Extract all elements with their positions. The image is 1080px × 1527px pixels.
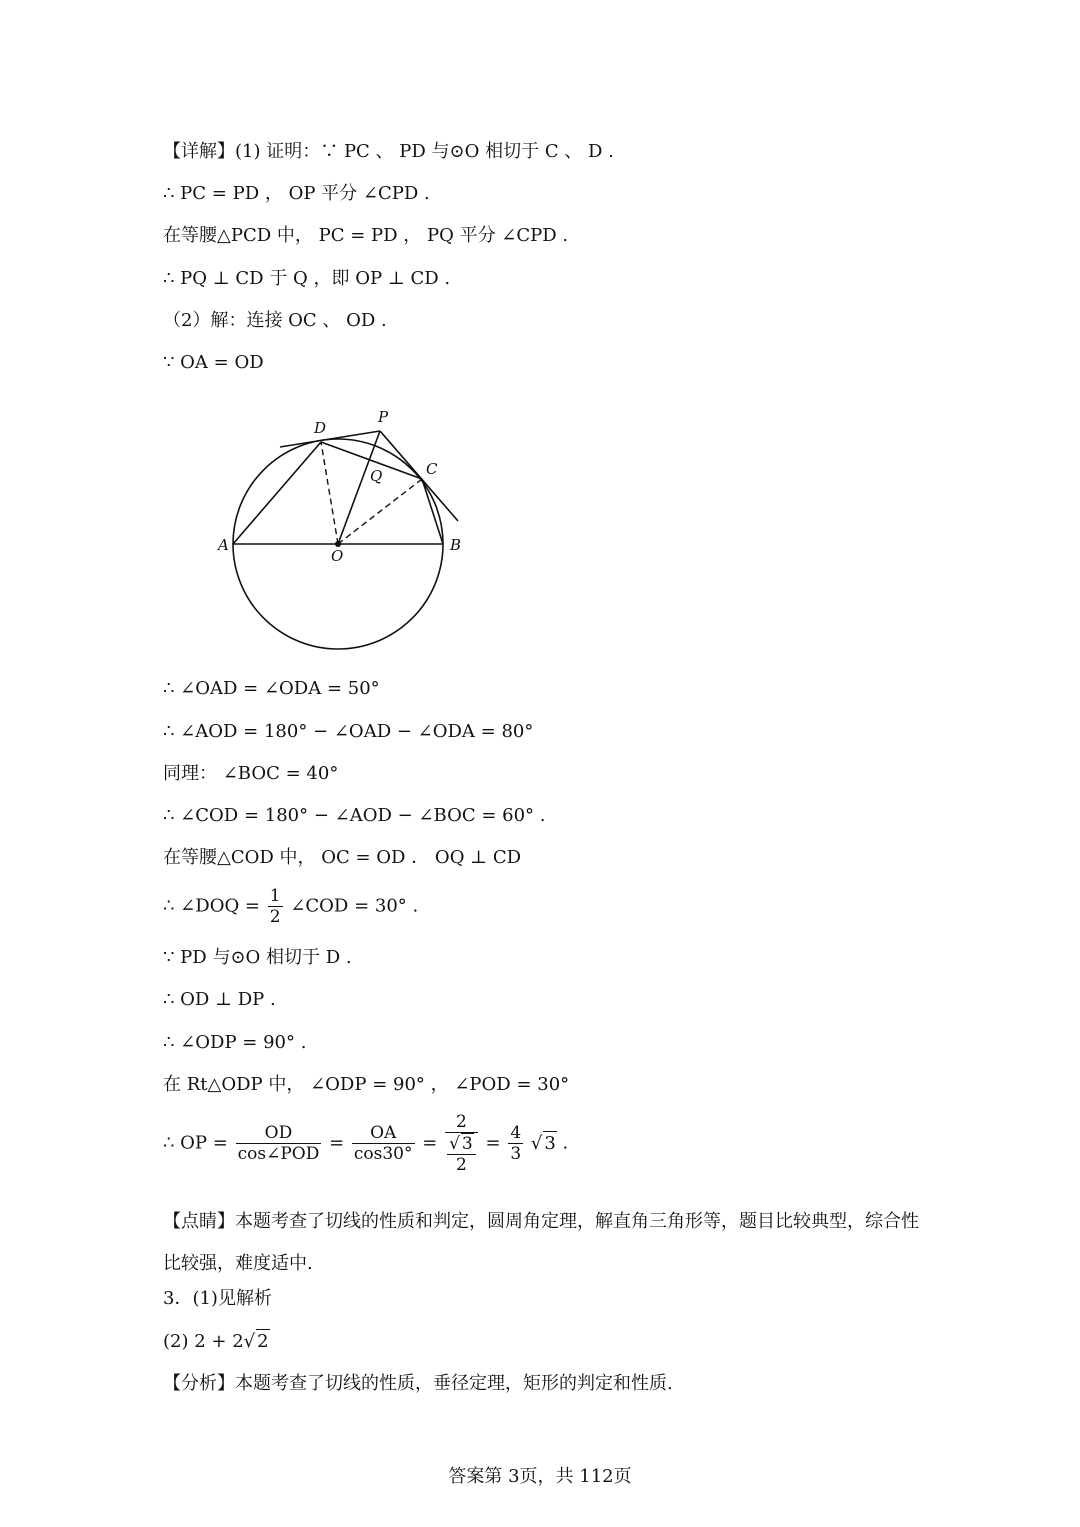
label-d: D (314, 419, 327, 437)
fraction-oa-over-cos30 (352, 1123, 415, 1164)
label-o: O (331, 547, 344, 565)
detail-line-4: ∴ PQ ⊥ CD 于 Q ，即 OP ⊥ CD . (163, 268, 451, 289)
page-footer: 答案第 3页，共 112页 (448, 1466, 632, 1487)
question-3-part-1: 3．(1)见解析 (163, 1288, 272, 1309)
line-12-suffix: ∠COD = 30° . (290, 895, 419, 917)
geometry-figure (210, 400, 480, 660)
fraction-one-half (268, 886, 283, 927)
fraction-od-over-cos-pod (236, 1123, 322, 1164)
solution-line-8: ∴ ∠AOD = 180° − ∠OAD − ∠ODA = 80° (163, 721, 534, 742)
comment-paragraph: 【点睛】本题考查了切线的性质和判定，圆周角定理，解直角三角形等，题目比较典型，综合性比较强，难度适中. (163, 1211, 919, 1274)
fraction-denominator: 2 (269, 907, 281, 927)
sqrt-three: √ 3 (530, 1132, 556, 1154)
line-17-end: . (562, 1132, 569, 1154)
label-p: P (378, 408, 389, 426)
analysis-line: 【分析】本题考查了切线的性质，垂径定理，矩形的判定和性质. (163, 1373, 673, 1394)
solution-line-11: 在等腰△COD 中， OC = OD ． OQ ⊥ CD (163, 847, 522, 868)
solution-line-9: 同理： ∠BOC = 40° (163, 763, 339, 784)
tangent-pc (380, 431, 458, 521)
segment-od (321, 442, 338, 544)
line-12-prefix: ∴ ∠DOQ = (163, 895, 261, 917)
equals-sign: = (485, 1132, 501, 1154)
solution-line-14: ∴ OD ⊥ DP . (163, 989, 276, 1010)
sqrt-radicand: 2 (257, 1331, 269, 1352)
fraction-denominator: 3 (510, 1144, 522, 1164)
fraction-two-over-root3-half (445, 1112, 478, 1175)
label-a: A (218, 536, 229, 554)
line-17-prefix: ∴ OP = (163, 1132, 228, 1154)
nested-denominator: 2 (447, 1154, 476, 1175)
solution-line-7: ∴ ∠OAD = ∠ODA = 50° (163, 678, 380, 699)
fraction-denominator (445, 1132, 478, 1175)
fraction-numerator: OD (264, 1123, 293, 1143)
question-3-part-2: (2) 2 + 2√ 2 (163, 1331, 269, 1352)
label-c: C (426, 460, 438, 478)
fraction-four-thirds (508, 1123, 523, 1164)
solution-line-15: ∴ ∠ODP = 90° . (163, 1032, 307, 1053)
detail-line-2: ∴ PC = PD ， OP 平分 ∠CPD . (163, 183, 430, 204)
solution-line-13: ∵ PD 与⊙O 相切于 D . (163, 947, 352, 968)
line-20-prefix: (2) 2 + 2 (163, 1331, 244, 1352)
solution-line-16: 在 Rt△ODP 中， ∠ODP = 90° ， ∠POD = 30° (163, 1074, 570, 1095)
fraction-denominator: cos30° (353, 1144, 413, 1164)
fraction-numerator: 1 (269, 886, 281, 906)
sqrt-radicand: 3 (461, 1134, 473, 1154)
detail-line-1: 【详解】(1) 证明：∵ PC 、 PD 与⊙O 相切于 C 、 D . (163, 141, 614, 162)
nested-fraction (447, 1133, 476, 1175)
sqrt-radicand: 3 (544, 1132, 556, 1154)
equals-sign: = (329, 1132, 345, 1154)
solution-line-12 (163, 886, 418, 927)
label-b: B (450, 536, 462, 554)
fraction-numerator: 2 (456, 1112, 467, 1132)
segment-op (338, 431, 383, 544)
equals-sign: = (422, 1132, 438, 1154)
solution-line-10: ∴ ∠COD = 180° − ∠AOD − ∠BOC = 60° . (163, 805, 546, 826)
fraction-numerator: OA (370, 1123, 397, 1143)
label-q: Q (370, 467, 383, 485)
chord-bc (422, 479, 443, 544)
detail-line-3: 在等腰△PCD 中， PC = PD ， PQ 平分 ∠CPD . (163, 225, 569, 246)
nested-numerator: √ 3 (449, 1134, 473, 1154)
fraction-denominator: cos∠POD (237, 1144, 320, 1164)
detail-line-5: （2）解：连接 OC 、 OD . (163, 310, 387, 331)
solution-line-17 (163, 1112, 568, 1175)
detail-line-6: ∵ OA = OD (163, 352, 264, 373)
fraction-numerator: 4 (510, 1123, 522, 1143)
